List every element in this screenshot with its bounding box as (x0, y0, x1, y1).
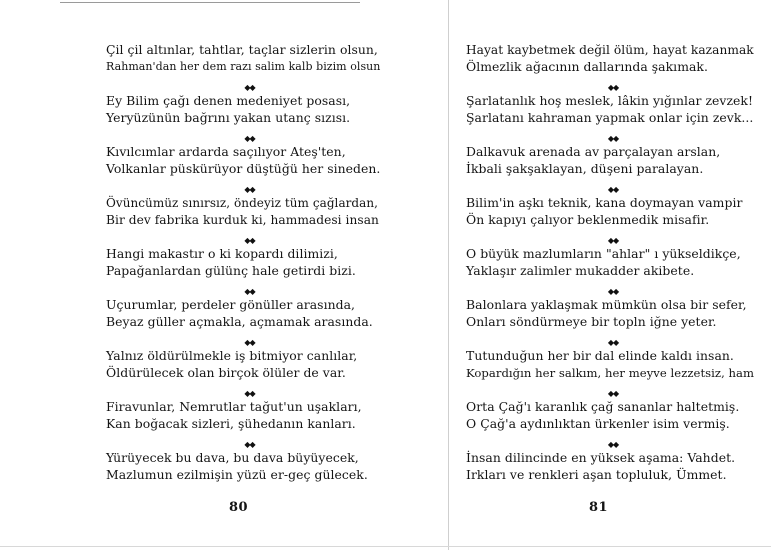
stanza (106, 246, 381, 286)
stanza (466, 348, 756, 388)
ornament-divider: ◆◆ (607, 236, 619, 245)
verse-line: Bilim'in aşkı teknik, kana doymayan vampir (466, 195, 743, 210)
verse-line: Kan boğacak sizleri, şühedanın kanları. (106, 415, 356, 431)
verse-line: Orta Çağ'ı karanlık çağ sananlar haltetmiş. (466, 399, 740, 414)
ornament-divider: ◆◆ (607, 338, 619, 347)
verse-line: Bir dev fabrika kurduk ki, hammadesi insan (106, 212, 379, 227)
verse-line: Yalnız öldürülmekle iş bitmiyor canlılar, (106, 348, 358, 363)
stanza (466, 144, 756, 184)
stanza (106, 93, 381, 133)
verse-line: Onları söndürmeye bir topln iğne yeter. (466, 313, 717, 329)
stanza (466, 246, 756, 286)
verse-line: Öldürülecek olan birçok ölüler de var. (106, 364, 346, 380)
verse-line: Yaklaşır zalimler mukadder akibete. (466, 262, 695, 278)
verse-line: Mazlumun ezilmişin yüzü er-geç gülecek. (106, 466, 368, 482)
ornament-divider: ◆◆ (244, 389, 255, 398)
ornament-divider: ◆◆ (607, 287, 619, 296)
verse-line: Tutunduğun her bir dal elinde kaldı insan. (466, 348, 734, 363)
stanza (106, 450, 381, 490)
verse-line: Yeryüzünün bağrını yakan utanç sızısı. (106, 109, 351, 125)
verse-line: İnsan dilincinde en yüksek aşama: Vahdet. (466, 450, 736, 465)
gutter (448, 0, 449, 550)
stanza (466, 42, 756, 82)
stanza (106, 144, 381, 184)
verse-line: Dalkavuk arenada av parçalayan arslan, (466, 144, 721, 159)
ornament-divider: ◆◆ (244, 440, 255, 449)
ornament-divider: ◆◆ (244, 287, 255, 296)
verse-line: Firavunlar, Nemrutlar tağut'un uşakları, (106, 399, 362, 414)
verse-line: Övüncümüz sınırsız, öndeyiz tüm çağlardan, (106, 196, 379, 210)
verse-line: O Çağ'a aydınlıktan ürkenler isim vermiş. (466, 415, 730, 431)
ornament-divider: ◆◆ (607, 134, 619, 143)
stanza (466, 450, 756, 490)
verse-line: Balonlara yaklaşmak mümkün olsa bir sefer, (466, 297, 747, 312)
verse-line: Hayat kaybetmek değil ölüm, hayat kazanmak (466, 43, 754, 57)
stanza (106, 348, 381, 388)
verse-line: O büyük mazlumların "ahlar" ı yükseldikçe, (466, 246, 741, 261)
ornament-divider: ◆◆ (244, 236, 255, 245)
stanza (466, 93, 756, 133)
ornament-divider: ◆◆ (244, 185, 255, 194)
stanza (466, 297, 756, 337)
verse-line: Irkları ve renkleri aşan topluluk, Ümmet. (466, 466, 727, 482)
left-page (106, 42, 381, 490)
verse-line: Şarlatanlık hoş meslek, lâkin yığınlar zevzek! (466, 93, 754, 108)
verse-line: Şarlatanı kahraman yapmak onlar için zevk... (466, 109, 754, 125)
page-number-left: 80 (229, 500, 249, 515)
ornament-divider: ◆◆ (607, 440, 619, 449)
verse-line: Ön kapıyı çalıyor beklenmedik misafir. (466, 211, 710, 227)
stanza (106, 195, 381, 235)
ornament-divider: ◆◆ (244, 134, 255, 143)
ornament-divider: ◆◆ (607, 389, 619, 398)
right-page (466, 42, 756, 490)
ornament-divider: ◆◆ (607, 185, 619, 194)
stanza (106, 42, 381, 82)
ornament-divider: ◆◆ (244, 83, 255, 92)
verse-line: Hangi makastır o ki kopardı dilimizi, (106, 246, 338, 261)
ornament-divider: ◆◆ (244, 338, 255, 347)
stanza (106, 399, 381, 439)
bottom-edge (0, 546, 771, 547)
ornament-divider: ◆◆ (607, 83, 619, 92)
verse-line: Kıvılcımlar ardarda saçılıyor Ateş'ten, (106, 144, 346, 159)
stanza (466, 399, 756, 439)
verse-line: Kopardığın her salkım, her meyve lezzetsiz, ham (466, 365, 755, 380)
verse-line: Çil çil altınlar, tahtlar, taçlar sizlerin olsun, (106, 42, 378, 57)
verse-line: İkbali şakşaklayan, düşeni paralayan. (466, 160, 704, 176)
verse-line: Yürüyecek bu dava, bu dava büyüyecek, (106, 450, 359, 465)
top-rule (60, 2, 360, 3)
stanza (466, 195, 756, 235)
verse-line: Papağanlardan gülünç hale getirdi bizi. (106, 262, 356, 278)
stanza (106, 297, 381, 337)
verse-line: Ölmezlik ağacının dallarında şakımak. (466, 58, 708, 74)
page-number-right: 81 (589, 500, 609, 515)
verse-line: Uçurumlar, perdeler gönüller arasında, (106, 297, 356, 312)
verse-line: Rahman'dan her dem razı salim kalb bizim olsun (106, 59, 381, 73)
verse-line: Volkanlar püskürüyor düştüğü her sineden. (106, 160, 381, 176)
verse-line: Ey Bilim çağı denen medeniyet posası, (106, 93, 351, 108)
verse-line: Beyaz güller açmakla, açmamak arasında. (106, 313, 373, 329)
